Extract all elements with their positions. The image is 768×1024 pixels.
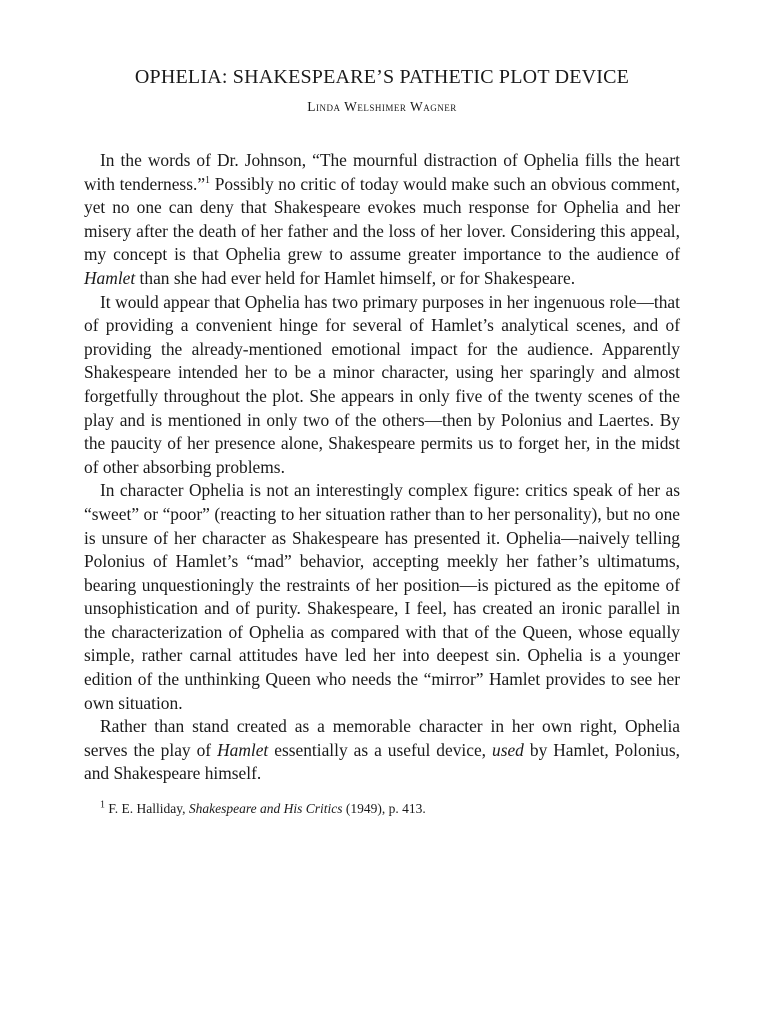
article-author: Linda Welshimer Wagner	[307, 99, 457, 114]
article-title: OPHELIA: SHAKESPEARE’S PATHETIC PLOT DEVICE	[134, 66, 630, 88]
paragraph-4-emphasis-used: used	[492, 739, 524, 760]
paragraph-4-title-hamlet: Hamlet	[217, 739, 269, 760]
footnote-mark: 1	[100, 799, 105, 811]
article-body	[84, 149, 680, 786]
paragraph-3: In character Ophelia is not an interestingly complex figure: critics speak of her as “sweet” or “poor” (reacting to her situation rather than to her personality), but no one is unsure of her character as Shakespeare has presented it. Ophelia—naively telling Polonius of Hamlet’s “mad” behavior, accepting meekly her father’s ultimatums, bearing unquestioningly the restraints of her position—is pictured as the epitome of unsophistication and of purity. Shakespeare, I feel, has created an ironic parallel in the characterization of Ophelia as compared with that of the Queen, whose equally simple, rather carnal attitudes have led her into deepest sin. Ophelia is a younger edition of the unthinking Queen who needs the “mirror” Hamlet provides to see her own situation.	[84, 480, 680, 713]
paragraph-2: It would appear that Ophelia has two primary purposes in her ingenuous role—that of providing a convenient hinge for several of Hamlet’s analytical scenes, and of providing the already-mentioned emotional impact for the audience. Apparently Shakespeare intended her to be a minor character, using her sparingly and almost forgetfully throughout the plot. She appears in only five of the twenty scenes of the play and is mentioned in only two of the others—then by Polonius and Laertes. By the paucity of her presence alone, Shakespeare permits us to forget her, in the midst of other absorbing problems.	[84, 291, 680, 477]
paragraph-1	[84, 149, 680, 291]
footnote-work-title: Shakespeare and His Critics	[188, 801, 343, 817]
paragraph-1-text-c: than she had ever held for Hamlet himself, or for Shakespeare.	[135, 267, 576, 288]
footnote-reference: 1	[205, 174, 211, 186]
footnote-author: F. E. Halliday,	[105, 801, 189, 817]
paragraph-1-text-b: Possibly no critic of today would make such an obvious comment, yet no one can deny that Shakespeare evokes much response for Ophelia and her misery after the death of her father and the loss of her lover. Considering this appeal, my concept is that Ophelia grew to assume greater importance to the audience of	[84, 173, 680, 265]
footnote	[84, 801, 680, 817]
paragraph-4-text-c: by Hamlet, Polonius, and Shakespeare himself.	[84, 739, 680, 784]
footnote-citation: (1949), p. 413.	[342, 801, 426, 817]
paragraph-1-text-a: In the words of Dr. Johnson, “The mournful distraction of Ophelia fills the heart with tenderness.”	[84, 150, 680, 194]
paragraph-4	[84, 715, 680, 786]
paragraph-4-text-b: essentially as a useful device,	[268, 739, 492, 760]
paragraph-1-title-hamlet: Hamlet	[84, 267, 136, 288]
paragraph-4-text-a: Rather than stand created as a memorable character in her own right, Ophelia serves the play of	[84, 716, 680, 760]
